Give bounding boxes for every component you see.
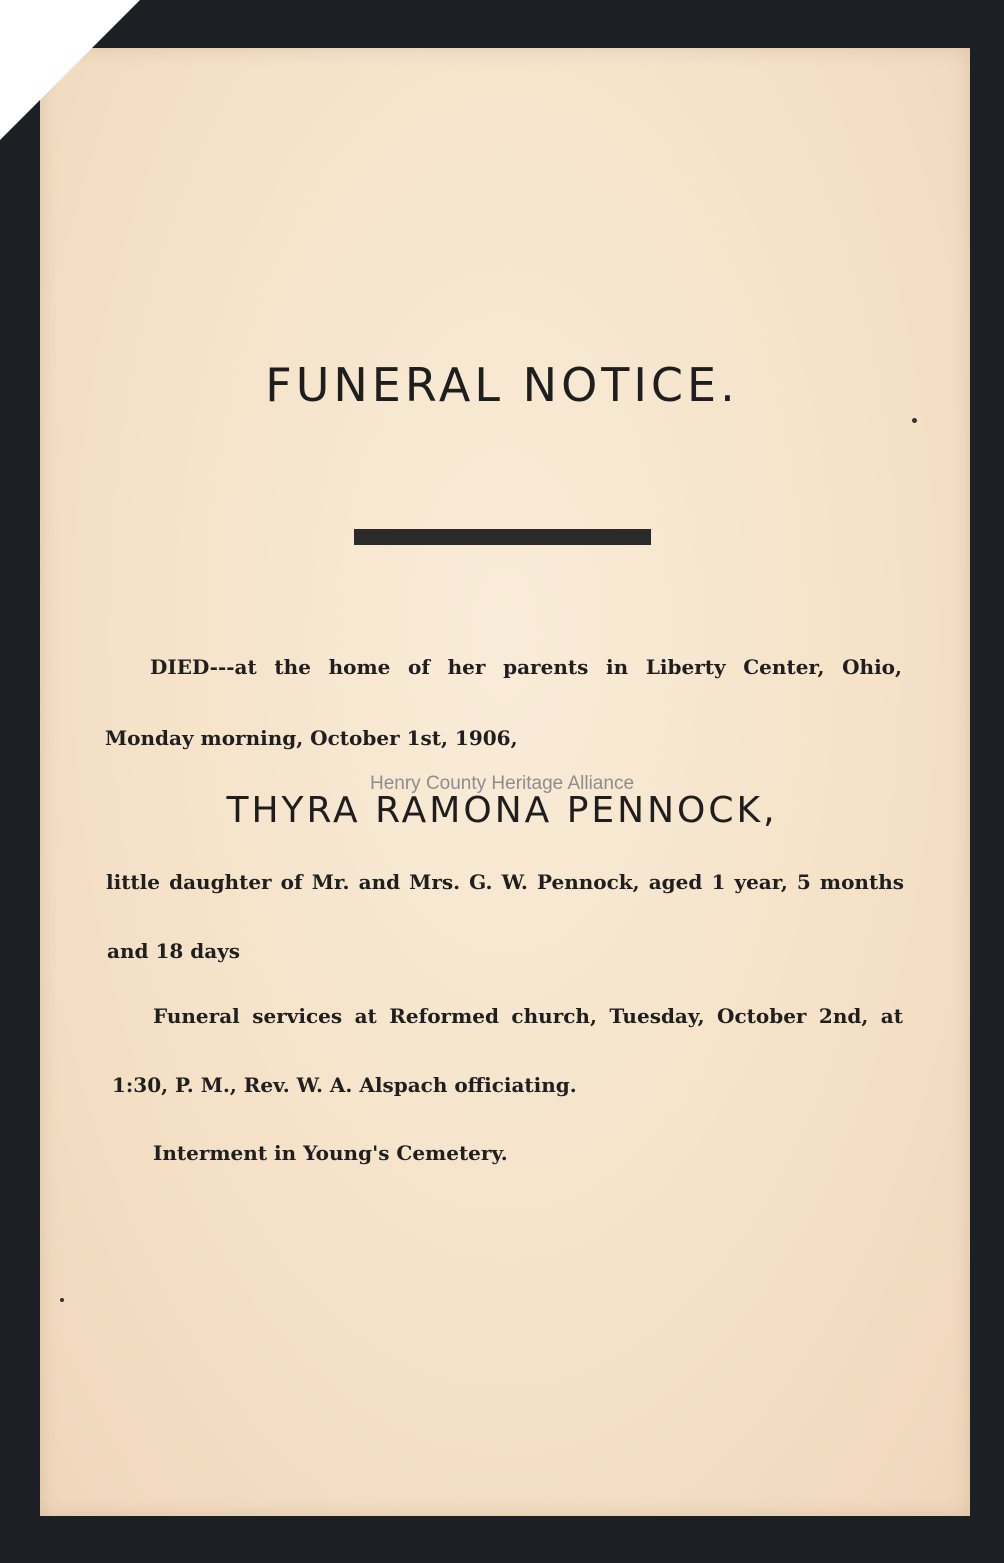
ink-speck — [60, 1298, 64, 1302]
interment-line: Interment in Young's Cemetery. — [153, 1141, 508, 1165]
relation-line-1: little daughter of Mr. and Mrs. G. W. Pennock, aged 1 year, 5 months — [106, 870, 904, 894]
services-line-2: 1:30, P. M., Rev. W. A. Alspach officiating. — [112, 1073, 577, 1097]
title-divider-rule — [354, 529, 651, 545]
deceased-name: THYRA RAMONA PENNOCK, — [226, 790, 778, 831]
ink-speck — [912, 418, 917, 423]
torn-corner — [0, 0, 140, 140]
watermark-text: Henry County Heritage Alliance — [369, 773, 635, 794]
services-line-1: Funeral services at Reformed church, Tuesday, October 2nd, at — [153, 1004, 903, 1028]
notice-title: FUNERAL NOTICE. — [265, 358, 739, 412]
died-line-2: Monday morning, October 1st, 1906, — [105, 726, 518, 750]
died-line-1: DIED---at the home of her parents in Liberty Center, Ohio, — [150, 655, 902, 679]
relation-line-2: and 18 days — [107, 939, 241, 963]
